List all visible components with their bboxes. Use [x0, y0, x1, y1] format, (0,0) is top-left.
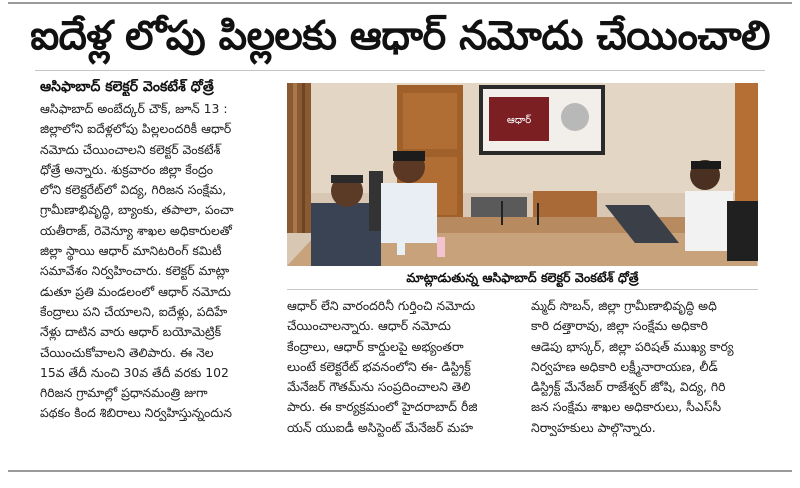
article-line: లోని కలెక్టరేట్‌లో విద్య, గిరిజన సంక్షేమ,: [40, 182, 227, 198]
poster-text: ఆధార్: [506, 115, 532, 126]
article-line: కేంద్రాలు, ఆధార్ కార్డులపై అభ్యంతరా: [287, 338, 464, 354]
article-line: పథకం కింద శిబిరాలు నిర్వహిస్తున్నందున: [40, 405, 232, 421]
article-line: ఆధార్ లేని వారందరినీ గుర్తించి నమోదు: [287, 298, 476, 313]
article-headline: ఐదేళ్ల లోపు పిల్లలకు ఆధార్ నమోదు చేయించాలి: [30, 13, 770, 59]
article-line: సమావేశం నిర్వహించారు. కలెక్టర్ మాట్లా: [40, 263, 230, 279]
caption-divider: [287, 289, 758, 290]
article-line: డుతూ ప్రతి మండలంలో ఆధార్ నమోదు: [40, 283, 231, 299]
article-line: గ్రామీణాభివృద్ధి, బ్యాంకు, తపాలా, పంచా: [40, 202, 234, 218]
news-photo: [287, 83, 758, 266]
article-line: నిర్వాహకులు పాల్గొన్నారు.: [531, 419, 656, 435]
article-byline: ఆసిఫాబాద్ కలెక్టర్ వెంకటేశ్ ధోత్రే: [40, 79, 214, 95]
article-line: నేళ్లు దాటిన వారు ఆధార్ బయోమెట్రిక్: [40, 324, 222, 340]
article-line: చేయించుకోవాలని తెలిపారు. ఈ నెల: [40, 344, 214, 360]
article-line: జిల్లా స్థాయి ఆధార్ మానిటరింగ్ కమిటీ: [40, 243, 222, 259]
article-line: ఆడెపు భాస్కర్, జిల్లా పరిషత్ ముఖ్య కార్య: [531, 338, 734, 354]
article-line: కేంద్రాలు పని చేయాలని, ఐదేళ్లు, పదిహే: [40, 303, 228, 319]
article-line: గిరిజన గ్రామాల్లో ప్రధానమంత్రి జుగా: [40, 385, 208, 401]
article-line: జిల్లాలోని ఐదేళ్లలోపు పిల్లలందరికీ ఆధార్: [40, 121, 232, 137]
page-top-rule: [8, 2, 792, 4]
article-line: యన్ యుఐడీ అసిస్టెంట్ మేనేజర్ మహ: [287, 419, 474, 435]
article-line: చేయించాలన్నారు. ఆధార్ నమోదు: [287, 318, 451, 334]
article-column-1: [40, 99, 286, 424]
article-line: జన సంక్షేమ శాఖల అధికారులు, సీఎస్‌సీ: [531, 399, 722, 415]
article-line: నమోదు చేయించాలని కలెక్టర్ వెంకటేశ్: [40, 141, 221, 157]
article-line: 15వ తేదీ నుంచి 30వ తేదీ వరకు 102: [40, 364, 229, 380]
article-column-2: [287, 296, 527, 438]
article-line: మేనేజర్ గౌతమ్‌ను సంప్రదించాలని తెలి: [287, 379, 471, 395]
article-line: లుంటే కలెక్టరేట్ భవనంలోని ఈ- డిస్ట్రిక్ట్: [287, 358, 471, 374]
headline-divider: [35, 70, 765, 71]
page-bottom-rule: [8, 470, 792, 472]
article-column-3: [531, 296, 761, 438]
article-line: ధోత్రే అన్నారు. శుక్రవారం జిల్లా కేంద్రం: [40, 161, 214, 177]
article-line: నిర్వహణ అధికారి లక్ష్మీనారాయణ, లీడ్: [531, 358, 718, 374]
article-line: ఆసిఫాబాద్ అంబేద్కర్ చౌక్, జూన్ 13 :: [40, 101, 228, 116]
article-line: డిస్ట్రిక్ట్ మేనేజర్ రాజేశ్వర్ జోషి, విద్య, గిరి: [531, 379, 726, 395]
article-line: పారు. ఈ కార్యక్రమంలో హైదరాబాద్ రీజి: [287, 399, 478, 415]
article-line: కారి దత్తారావు, జిల్లా సంక్షేమ అధికారి: [531, 318, 709, 334]
article-line: మ్మద్ సొబన్, జిల్లా గ్రామీణాభివృద్ధి అధి: [531, 298, 717, 313]
photo-caption: మాట్లాడుతున్న ఆసిఫాబాద్ కలెక్టర్ వెంకటేశ్ ధోత్రే: [406, 270, 639, 285]
article-line: యతీరాజ్, రెవెన్యూ శాఖల అధికారులతో: [40, 222, 232, 238]
